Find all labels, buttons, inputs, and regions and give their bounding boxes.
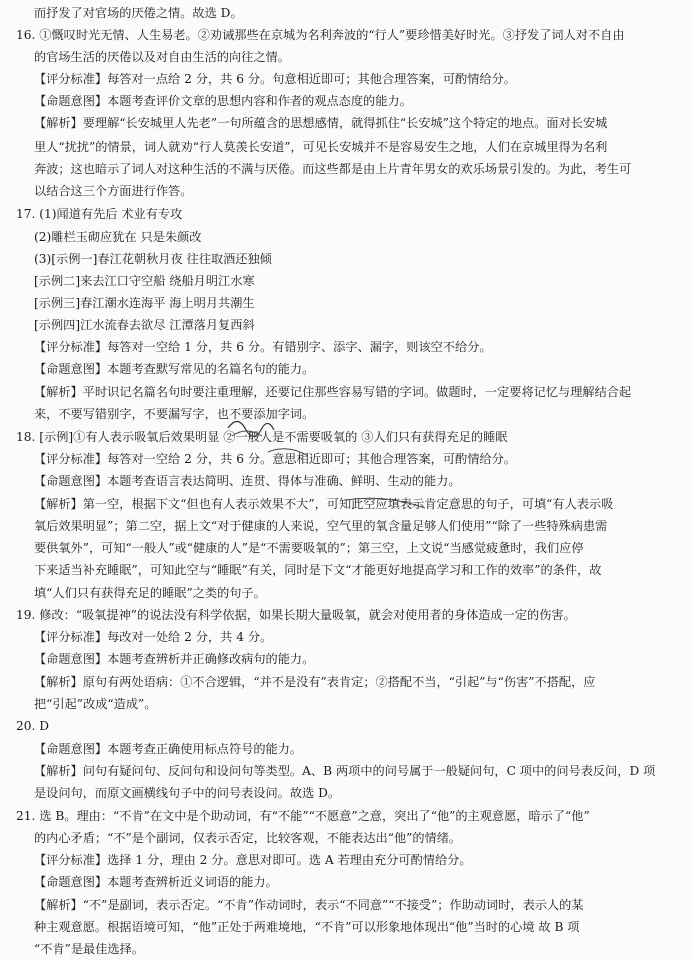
text-line: 21. 选 B。理由：“不肯”在文中是个助动词，有“不能”“不愿意”之意，突出了“他”的主观意愿，暗示了“他” [16,809,590,823]
text-line: 【命题意图】本题考查默写常见的名篇名句的能力。 [34,362,315,376]
text-line: 【命题意图】本题考查正确使用标点符号的能力。 [34,742,303,756]
text-line: 【评分标准】选择 1 分，理由 2 分。意思对即可。选 A 若理由充分可酌情给分。 [34,853,472,867]
text-line: 【解析】问句有疑问句、反问句和设问句等类型。A、B 两项中的问号属于一般疑问句，C 项中的问号表反问，D 项 [34,764,656,778]
text-line: 【命题意图】本题考查辨析并正确修改病句的能力。 [34,652,315,666]
text-line: 而抒发了对官场的厌倦之情。故选 D。 [34,6,243,20]
text-line: (3)[示例一]春江花朝秋月夜 往往取酒还独倾 [34,252,272,266]
text-line: 【解析】“不”是副词，表示否定。“不肯”作动词时，表示“不同意”“不接受”；作助动词时，表示人的某 [34,898,584,912]
text-line: 17. (1)闻道有先后 术业有专攻 [16,207,183,221]
text-line: 【命题意图】本题考查语言表达简明、连贯、得体与准确、鲜明、生动的能力。 [34,474,461,488]
text-line: 的内心矛盾；“不”是个副词，仅表示否定，比较客观，不能表达出“他”的情绪。 [34,831,462,845]
text-line: 里人“扰扰”的情景，词人就劝“行人莫羡长安道”，可见长安城并不是容易安生之地，人们在京城里得为名利 [34,140,608,154]
text-line: [示例三]春江潮水连海平 海上明月共潮生 [34,296,255,310]
text-line: 以结合这三个方面进行作答。 [34,184,193,198]
text-line: 【评分标准】每答对一空给 2 分，共 6 分。意思相近即可；其他合理答案，可酌情给分。 [34,452,516,466]
text-line: [示例四]江水流春去欲尽 江潭落月复西斜 [34,318,255,332]
text-line: 19. 修改：“吸氧提神”的说法没有科学依据，如果长期大量吸氧，就会对使用者的身体造成一定的伤害。 [16,608,576,622]
text-line: 【评分标准】每改对一处给 2 分，共 4 分。 [34,630,273,644]
text-line: [示例二]来去江口守空船 绕船月明江水寒 [34,274,255,288]
text-line: 【解析】平时识记名篇名句时要注重理解，还要记住那些容易写错的字词。做题时，一定要将记忆与理解结合起 [34,385,632,399]
text-line: 要供氧外”，可知“一般人”或“健康的人”是“不需要吸氧的”；第三空，上文说“当感觉疲惫时，我们应停 [34,541,584,555]
text-line: 奔波；这也暗示了词人对这种生活的不满与厌倦。而这些都是由上片青年男女的欢乐场景引发的。为此，考生可 [34,162,632,176]
text-line: 氧后效果明显”；第二空，据上文“对于健康的人来说，空气里的氧含量足够人们使用”“除了一些特殊病患需 [34,519,608,533]
text-line: 把“引起”改成“造成”。 [34,697,157,711]
text-line: 种主观意愿。根据语境可知，“他”正处于两难境地，“不肯”可以形象地体现出“他”当时的心境 故 B 项 [34,920,580,934]
text-line: (2)雕栏玉砌应犹在 只是朱颜改 [34,230,202,244]
text-line: 【命题意图】本题考查评价文章的思想内容和作者的观点态度的能力。 [34,94,412,108]
text-line: 【解析】要理解“长安城里人先老”一句所蕴含的思想感情，就得抓住“长安城”这个特定的地点。面对长安城 [34,116,608,130]
text-line: 下来适当补充睡眠”，可知此空与“睡眠”有关，同时是下文“才能更好地提高学习和工作的效率”的条件，故 [34,563,602,577]
text-line: 填“人们只有获得充足的睡眠”之类的句子。 [34,586,266,600]
text-line: 【评分标准】每答对一空给 1 分，共 6 分。有错别字、添字、漏字，则该空不给分。 [34,340,492,354]
text-line: 是设问句，而原文画横线句子中的问号表设问。故选 D。 [34,786,341,800]
text-line: “不肯”是最佳选择。 [34,942,144,956]
text-line: 【命题意图】本题考查辨析近义词语的能力。 [34,875,278,889]
text-line: 的官场生活的厌倦以及对自由生活的向往之情。 [34,50,290,64]
text-line: 16. ①慨叹时光无情、人生易老。②劝诫那些在京城为名利奔波的“行人”要珍惜美好时光。③抒发了词人对不自由 [16,28,625,42]
text-line: 【评分标准】每答对一点给 2 分，共 6 分。句意相近即可；其他合理答案，可酌情给分。 [34,72,516,86]
text-line: 【解析】原句有两处语病：①不合逻辑，“并不是没有”表肯定；②搭配不当，“引起”与“伤害”不搭配，应 [34,675,596,689]
text-line: 18. [示例]①有人表示吸氧后效果明显 ②一般人是不需要吸氧的 ③人们只有获得充足的睡眠 [16,430,508,444]
text-line: 【解析】第一空，根据下文“但也有人表示效果不大”，可知此空应填表示肯定意思的句子，可填“有人表示吸 [34,497,614,511]
text-line: 来，不要写错别字，不要漏写字，也不要添加字词。 [34,407,315,421]
text-line: 20. D [16,719,50,733]
